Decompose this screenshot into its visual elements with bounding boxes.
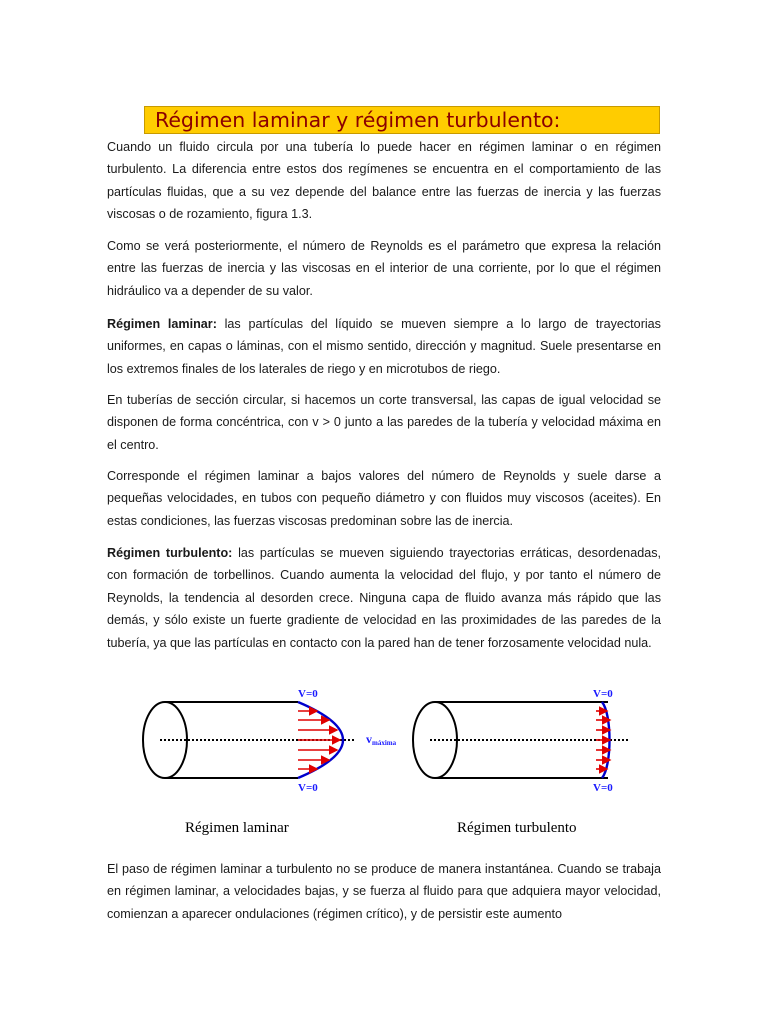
turbulent-v-top-label: V=0: [593, 688, 613, 700]
laminar-caption: Régimen laminar: [185, 820, 289, 836]
laminar-v-top-label: V=0: [298, 688, 318, 700]
turbulent-text: las partículas se mueven siguiendo trayectorias erráticas, desordenadas, con formación de torbellinos. Cuando aumenta la velocidad del flujo, y por tanto el número de Reynolds, la tendencia al desorden crece. Ninguna capa de fluido avanza más rápido que las demás, y sólo existe un fuerte gradiente de velocidad en las proximidades de las paredes de la tubería, ya que las partículas en contacto con la pared han de tener forzosamente velocidad nula.: [107, 546, 661, 650]
paragraph-reynolds: Como se verá posteriormente, el número de Reynolds es el parámetro que expresa la relación entre las fuerzas de inercia y las viscosas en el interior de una corriente, por lo que el régimen hidráulico va a depender de su valor.: [107, 239, 661, 298]
section-title: Régimen laminar y régimen turbulento:: [144, 106, 660, 134]
turbulent-v-bottom-label: V=0: [593, 782, 613, 794]
turbulent-caption: Régimen turbulento: [457, 820, 577, 836]
laminar-vmax-label: [366, 732, 397, 747]
laminar-heading: Régimen laminar:: [107, 317, 217, 331]
laminar-v-bottom-label: V=0: [298, 782, 318, 794]
paragraph-laminar: [107, 313, 661, 380]
turbulent-heading: Régimen turbulento:: [107, 546, 233, 560]
turbulent-pipe: [413, 688, 628, 836]
laminar-text: las partículas del líquido se mueven siempre a lo largo de trayectorias uniformes, en capas o láminas, con el mismo sentido, dirección y magnitud. Suele presentarse en los extremos finales de los laterales de riego y en microtubos de riego.: [107, 317, 661, 376]
vmax-sub: máxima: [372, 739, 397, 747]
paragraph-turbulent: [107, 542, 661, 654]
vmax-main: v: [366, 732, 372, 746]
flow-regime-diagram: [130, 680, 630, 840]
paragraph-laminar-conditions: Corresponde el régimen laminar a bajos valores del número de Reynolds y suele darse a pequeñas velocidades, en tubos con pequeño diámetro y con fluidos muy viscosos (aceites). En estas condiciones, las fuerzas viscosas predominan sobre las de inercia.: [107, 469, 661, 528]
paragraph-circular-section: En tuberías de sección circular, si hacemos un corte transversal, las capas de igual velocidad se disponen de forma concéntrica, con v > 0 junto a las paredes de la tubería y velocidad máxima en el centro.: [107, 393, 661, 452]
paragraph-transition: El paso de régimen laminar a turbulento no se produce de manera instantánea. Cuando se trabaja en régimen laminar, a velocidades bajas, y se fuerza al fluido para que adquiera mayor velocidad, comienzan a aparecer ondulaciones (régimen crítico), y de persistir este aumento: [107, 862, 661, 921]
laminar-pipe: [143, 688, 397, 836]
paragraph-intro: Cuando un fluido circula por una tubería lo puede hacer en régimen laminar o en régimen turbulento. La diferencia entre estos dos regímenes se encuentra en el comportamiento de las partículas fluidas, que a su vez depende del balance entre las fuerzas de inercia y las fuerzas viscosas o de rozamiento, figura 1.3.: [107, 140, 661, 222]
